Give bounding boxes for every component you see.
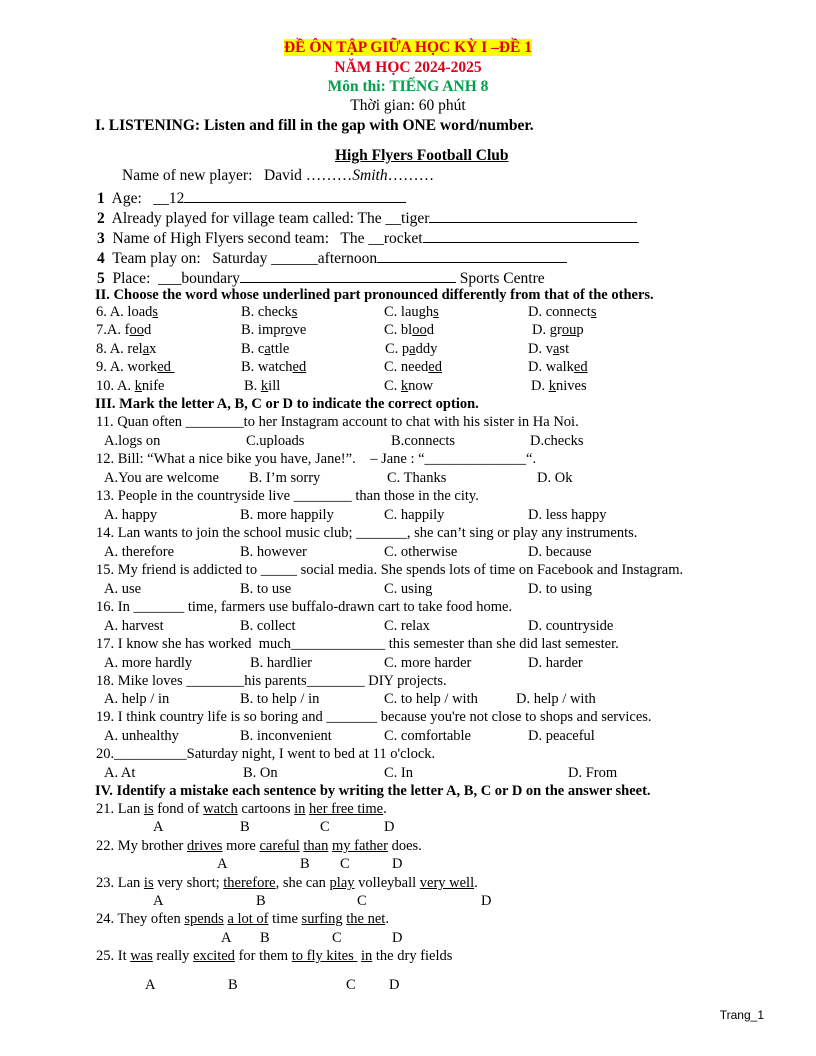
q24-sentence: 24. They often spends a lot of time surfing the net. <box>96 911 389 927</box>
listening-item-2: 2 Already played for village team called: The __tiger <box>97 208 637 227</box>
q18-opt-d: D. help / with <box>516 691 596 707</box>
q11-opt-c: C.uploads <box>246 433 305 449</box>
listening-item-1: 1 Age: __12 <box>97 188 406 207</box>
page-number: Trang_1 <box>719 1008 764 1022</box>
q14-opt-d: D. because <box>528 544 592 560</box>
school-year: NĂM HỌC 2024-2025 <box>334 59 482 76</box>
listening-item-3: 3 Name of High Flyers second team: The __rocket <box>97 228 639 247</box>
section-listening-heading: I. LISTENING: Listen and fill in the gap with ONE word/number. <box>95 117 534 134</box>
q25-letter-b: B <box>228 977 238 993</box>
q25-letter-a: A <box>145 977 156 993</box>
q8-b: B. cattle <box>241 341 290 357</box>
q22-letter-b: B <box>300 856 310 872</box>
q13-opt-c: C. happily <box>384 507 445 523</box>
q13-opt-d: D. less happy <box>528 507 607 523</box>
q16-opt-c: C. relax <box>384 618 430 634</box>
q14-opt-b: B. however <box>240 544 307 560</box>
q19-opt-a: A. unhealthy <box>104 728 179 744</box>
q10-d: D. knives <box>531 378 587 394</box>
q25-letter-d: D <box>389 977 400 993</box>
q21-sentence: 21. Lan is fond of watch cartoons in her free time. <box>96 801 387 817</box>
q24-letter-d: D <box>392 930 403 946</box>
q16-stem: 16. In _______ time, farmers use buffalo-drawn cart to take food home. <box>96 599 513 615</box>
subject: Môn thi: TIẾNG ANH 8 <box>327 78 489 95</box>
q15-opt-b: B. to use <box>240 581 292 597</box>
q6-a: 6. A. loads <box>96 304 159 320</box>
q21-letter-d: D <box>384 819 395 835</box>
q10-b: B. kill <box>244 378 281 394</box>
section-pronunciation-heading: II. Choose the word whose underlined part pronounced differently from that of the others. <box>95 287 654 303</box>
q7-a: 7.A. food <box>96 322 152 338</box>
q17-opt-b: B. hardlier <box>250 655 313 671</box>
q16-opt-a: A. harvest <box>104 618 164 634</box>
q16-opt-d: D. countryside <box>528 618 614 634</box>
q7-c: C. blood <box>384 322 434 338</box>
q15-stem: 15. My friend is addicted to _____ social media. She spends lots of time on Facebook and Instagram. <box>96 562 684 578</box>
new-player-line: Name of new player: David ………Smith……… <box>122 167 435 184</box>
q22-sentence: 22. My brother drives more careful than my father does. <box>96 838 422 854</box>
q6-d: D. connects <box>528 304 597 320</box>
club-title: High Flyers Football Club <box>335 147 509 164</box>
q11-opt-d: D.checks <box>530 433 584 449</box>
q21-letter-c: C <box>320 819 330 835</box>
q9-b: B. watched <box>241 359 307 375</box>
q18-opt-c: C. to help / with <box>384 691 478 707</box>
q17-stem: 17. I know she has worked much_____________ this semester than she did last semester. <box>96 636 619 652</box>
q13-opt-b: B. more happily <box>240 507 334 523</box>
q14-opt-c: C. otherwise <box>384 544 458 560</box>
q8-d: D. vast <box>528 341 570 357</box>
q8-a: 8. A. relax <box>96 341 157 357</box>
q19-opt-b: B. inconvenient <box>240 728 332 744</box>
section-mistakes-heading: IV. Identify a mistake each sentence by writing the letter A, B, C or D on the answer sheet. <box>95 783 651 799</box>
q23-letter-b: B <box>256 893 266 909</box>
q24-letter-b: B <box>260 930 270 946</box>
q11-opt-a: A.logs on <box>104 433 161 449</box>
q6-b: B. checks <box>241 304 298 320</box>
q24-letter-c: C <box>332 930 342 946</box>
q22-letter-d: D <box>392 856 403 872</box>
q9-d: D. walked <box>528 359 588 375</box>
q18-opt-a: A. help / in <box>104 691 170 707</box>
q12-opt-d: D. Ok <box>537 470 573 486</box>
q22-letter-c: C <box>340 856 350 872</box>
q20-opt-b: B. On <box>243 765 278 781</box>
listening-item-5: 5 Place: ___boundary Sports Centre <box>97 270 545 287</box>
q14-stem: 14. Lan wants to join the school music club; _______, she can’t sing or play any instruments. <box>96 525 638 541</box>
q7-d: D. group <box>532 322 584 338</box>
q19-stem: 19. I think country life is so boring and _______ because you're not close to shops and services. <box>96 709 652 725</box>
q12-opt-c: C. Thanks <box>387 470 447 486</box>
q23-letter-d: D <box>481 893 492 909</box>
q8-c: C. paddy <box>385 341 438 357</box>
q23-sentence: 23. Lan is very short; therefore, she can play volleyball very well. <box>96 875 478 891</box>
q21-letter-b: B <box>240 819 250 835</box>
q19-opt-d: D. peaceful <box>528 728 595 744</box>
q9-c: C. needed <box>384 359 442 375</box>
q24-letter-a: A <box>221 930 232 946</box>
q21-letter-a: A <box>153 819 164 835</box>
q14-opt-a: A. therefore <box>104 544 175 560</box>
time-limit: Thời gian: 60 phút <box>350 97 466 114</box>
q15-opt-a: A. use <box>104 581 142 597</box>
q20-stem: 20.__________Saturday night, I went to bed at 11 o'clock. <box>96 746 436 762</box>
q20-opt-d: D. From <box>568 765 618 781</box>
q10-a: 10. A. knife <box>96 378 165 394</box>
q23-letter-c: C <box>357 893 367 909</box>
q15-opt-d: D. to using <box>528 581 593 597</box>
q12-stem: 12. Bill: “What a nice bike you have, Jane!”. – Jane : “______________“. <box>96 451 537 467</box>
q15-opt-c: C. using <box>384 581 433 597</box>
q25-sentence: 25. It was really excited for them to fly kites in the dry fields <box>96 948 453 964</box>
q11-stem: 11. Quan often ________to her Instagram account to chat with his sister in Ha Noi. <box>96 414 579 430</box>
q17-opt-c: C. more harder <box>384 655 472 671</box>
q18-opt-b: B. to help / in <box>240 691 320 707</box>
q13-opt-a: A. happy <box>104 507 158 523</box>
q11-opt-b: B.connects <box>391 433 456 449</box>
q7-b: B. improve <box>241 322 307 338</box>
section-mcq-heading: III. Mark the letter A, B, C or D to indicate the correct option. <box>95 396 479 412</box>
q22-letter-a: A <box>217 856 228 872</box>
q12-opt-a: A.You are welcome <box>104 470 219 486</box>
q10-c: C. know <box>384 378 434 394</box>
q20-opt-a: A. At <box>104 765 136 781</box>
q20-opt-c: C. In <box>384 765 413 781</box>
q12-opt-b: B. I’m sorry <box>249 470 321 486</box>
q18-stem: 18. Mike loves ________his parents________ DIY projects. <box>96 673 447 689</box>
q23-letter-a: A <box>153 893 164 909</box>
listening-item-4: 4 Team play on: Saturday ______afternoon <box>97 248 567 267</box>
q19-opt-c: C. comfortable <box>384 728 471 744</box>
q17-opt-a: A. more hardly <box>104 655 193 671</box>
q16-opt-b: B. collect <box>240 618 296 634</box>
q25-letter-c: C <box>346 977 356 993</box>
exam-title: ĐỀ ÔN TẬP GIỮA HỌC KỲ I –ĐỀ 1 <box>283 39 533 56</box>
q13-stem: 13. People in the countryside live ________ than those in the city. <box>96 488 479 504</box>
q6-c: C. laughs <box>384 304 439 320</box>
q9-a: 9. A. worked <box>96 359 175 375</box>
q17-opt-d: D. harder <box>528 655 583 671</box>
